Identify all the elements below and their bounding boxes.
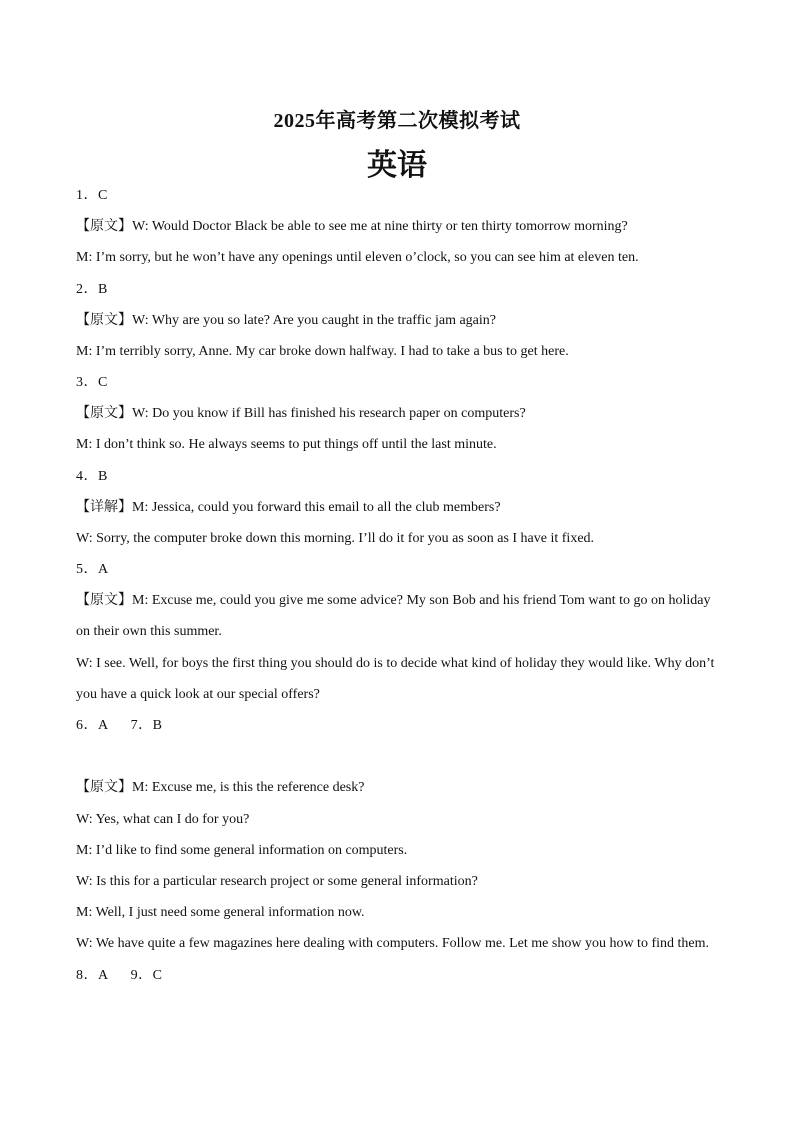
transcript-line: W: Yes, what can I do for you? [76, 812, 250, 827]
transcript-line: 【原文】W: Why are you so late? Are you caught in the traffic jam again? [76, 313, 496, 328]
transcript-line: M: I’d like to find some general information on computers. [76, 843, 408, 858]
transcript-line: W: We have quite a few magazines here dealing with computers. Follow me. Let me show you how to find them. [76, 936, 709, 951]
answer-2: 2．B [76, 282, 108, 297]
transcript-line: W: Is this for a particular research project or some general information? [76, 874, 478, 889]
answers-6-7 [76, 717, 162, 735]
answer-5: 5．A [76, 562, 109, 577]
transcript-line: W: Sorry, the computer broke down this morning. I’ll do it for you as soon as I have it fixed. [76, 531, 595, 546]
answer-7: 7．B [130, 718, 163, 733]
transcript-line: W: I see. Well, for boys the first thing you should do is to decide what kind of holiday they would like. Why don’t [76, 656, 715, 671]
answer-4: 4．B [76, 469, 108, 484]
transcript-line: 【原文】W: Would Doctor Black be able to see me at nine thirty or ten thirty tomorrow morning? [76, 219, 628, 234]
transcript-line: M: I don’t think so. He always seems to put things off until the last minute. [76, 437, 497, 452]
subject-heading: 英语 [367, 148, 427, 183]
answers-8-9 [76, 967, 162, 985]
transcript-line: 【详解】M: Jessica, could you forward this email to all the club members? [76, 500, 501, 515]
transcript-line: 【原文】W: Do you know if Bill has finished his research paper on computers? [76, 406, 526, 421]
transcript-line: M: Well, I just need some general information now. [76, 905, 365, 920]
answer-3: 3．C [76, 375, 108, 390]
transcript-line: 【原文】M: Excuse me, could you give me some advice? My son Bob and his friend Tom want to go on holiday [76, 593, 711, 608]
exam-title: 2025年高考第二次模拟考试 [273, 110, 521, 132]
answer-1: 1．C [76, 188, 108, 203]
answer-9: 9．C [130, 968, 163, 983]
transcript-line: on their own this summer. [76, 624, 222, 639]
transcript-line: M: I’m terribly sorry, Anne. My car broke down halfway. I had to take a bus to get here. [76, 344, 569, 359]
transcript-line: M: I’m sorry, but he won’t have any openings until eleven o’clock, so you can see him at eleven ten. [76, 250, 639, 265]
answer-8: 8．A [76, 968, 109, 983]
answer-6: 6．A [76, 718, 109, 733]
transcript-line: you have a quick look at our special offers? [76, 687, 320, 702]
transcript-line: 【原文】M: Excuse me, is this the reference desk? [76, 780, 365, 795]
